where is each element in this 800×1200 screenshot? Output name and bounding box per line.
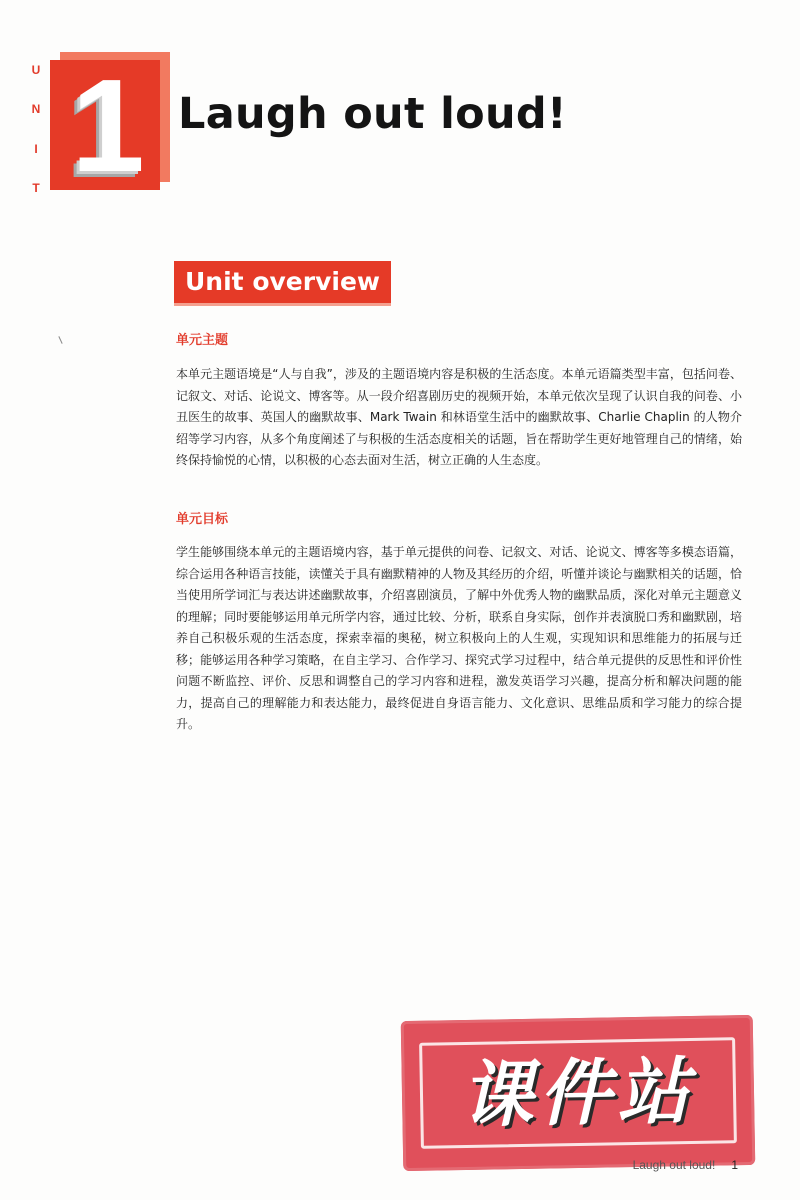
- theme-heading: 单元主题: [176, 333, 229, 348]
- theme-body: 本单元主题语境是“人与自我”，涉及的主题语境内容是积极的生活态度。本单元语篇类型丰富，包括问卷、记叙文、对话、论说文、博客等。从一段介绍喜剧历史的视频开始，本单元依次呈现了认识自我的问卷、小丑医生的故事、英国人的幽默故事、Mark Twain 和林语堂生活中的幽默故事、Charlie Chaplin 的人物介绍等学习内容，从多个角度阐述了与积极的生活态度相关的话题，旨在帮助学生更好地管理自己的情绪，始终保持愉悦的心情，以积极的心态去面对生活，树立正确的人生态度。: [176, 367, 742, 467]
- watermark-stamp: [401, 1015, 756, 1171]
- running-title: Laugh out loud!: [632, 1158, 716, 1172]
- stray-mark: [58, 336, 62, 344]
- unit-letters: [29, 64, 43, 194]
- goals-heading: 单元目标: [176, 512, 229, 527]
- unit-letter: I: [34, 141, 38, 156]
- page-footer: [633, 1158, 738, 1172]
- unit-letter: N: [31, 102, 41, 117]
- unit-letter: U: [31, 63, 41, 77]
- goals-body: 学生能够围绕本单元的主题语境内容，基于单元提供的问卷、记叙文、对话、论说文、博客等多模态语篇，综合运用各种语言技能，读懂关于具有幽默精神的人物及其经历的介绍，听懂并谈论与幽默相关的话题，恰当使用所学词汇与表达讲述幽默故事，介绍喜剧演员，了解中外优秀人物的幽默品质，深化对单元主题意义的理解；同时要能够运用单元所学内容，通过比较、分析，联系自身实际，创作并表演脱口秀和幽默剧，培养自己积极乐观的生活态度，探索幸福的奥秘，树立积极向上的人生观，实现知识和思维能力的拓展与迁移；能够运用各种学习策略，在自主学习、合作学习、探究式学习过程中，结合单元提供的反思性和评价性问题不断监控、评价、反思和调整自己的学习内容和进程，激发英语学习兴趣，提高分析和解决问题的能力，提高自己的理解能力和表达能力，最终促进自身语言能力、文化意识、思维品质和学习能力的综合提升。: [176, 545, 742, 731]
- unit-overview-badge: Unit overview: [174, 261, 391, 306]
- unit-number: 1: [71, 52, 145, 199]
- watermark-text: 课件站: [460, 1048, 696, 1138]
- unit-title: Laugh out loud!: [178, 89, 567, 139]
- unit-letter: T: [32, 180, 40, 195]
- page-number: 1: [731, 1158, 738, 1172]
